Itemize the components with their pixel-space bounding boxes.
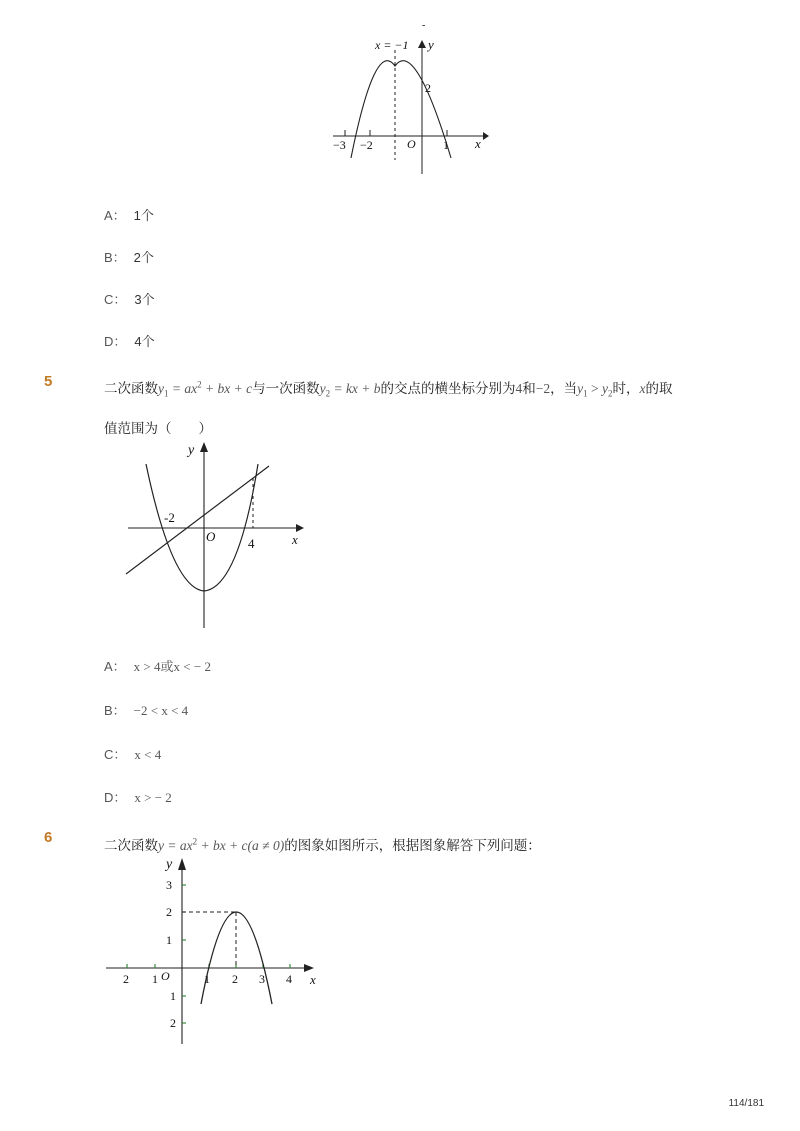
q6-math: + bx + c(a ≠ 0) [197,838,285,853]
q5-option-b[interactable] [104,700,188,719]
q5-option-c[interactable] [104,744,161,763]
tick-label-1: 1 [443,138,449,152]
y-intercept-label: 2 [425,81,431,95]
option-letter: C： [104,747,127,762]
q5-text: 的交点的横坐标分别为 [380,381,516,396]
x-tick-label-neg2: 2 [123,972,129,986]
y-axis-arrow [200,442,208,452]
y-tick-label-neg1: 1 [170,989,176,1003]
q5-math: = ax [168,381,198,396]
stray-mark: - [422,20,426,31]
question-5-text-line2: 值范围为（ ） [104,421,212,436]
q5-math: y [158,381,164,396]
option-letter: A： [104,659,126,674]
q6-text: 的图象如图所示，根据图象解答下列问题： [284,838,541,853]
q5-math: + bx + c [201,381,253,396]
q5-text: ，当 [550,381,578,396]
option-math: −2 < x < 4 [133,703,189,718]
option-letter: C： [104,292,127,307]
question-number-6: 6 [44,829,53,846]
option-math: x < − 2 [173,659,211,674]
y-tick-label-2: 2 [166,905,172,919]
option-text: 3个 [134,292,155,307]
figure-q5-parabola-line [120,438,320,634]
q5-math: −2 [535,381,551,396]
q5-math: 2 [608,388,613,399]
option-letter: A： [104,208,126,223]
x-tick-label-2: 2 [232,972,238,986]
question-6-text [104,834,541,854]
x-axis-label: x [310,972,316,987]
tick-label-minus-2: −2 [360,138,373,152]
q5-math: 2 [325,388,331,399]
q4-option-a[interactable] [104,205,154,224]
question-5-text-line1 [104,377,673,399]
figure-q4-parabola [325,18,495,180]
origin-label: O [407,137,416,151]
origin-label: O [206,529,216,544]
option-math: x > − 2 [134,790,172,805]
q6-text: 二次函数 [104,838,158,853]
x-axis-label: x [475,136,481,151]
q5-math: x [639,381,646,396]
symmetry-axis-label: x = −1 [375,38,409,52]
q6-math: y = ax [158,838,193,853]
q5-math: 4 [515,381,523,396]
x-axis-arrow [296,524,304,532]
y-axis-label: y [166,857,173,872]
option-letter: B： [104,703,126,718]
q4-option-b[interactable] [104,247,154,266]
option-letter: D： [104,790,127,805]
option-letter: D： [104,334,127,349]
y-tick-label-3: 3 [166,878,172,892]
question-number-5: 5 [44,373,53,390]
q5-math: y [577,381,584,396]
x-axis-label: x [292,532,298,547]
q6-math: 2 [192,836,198,847]
q5-text: 时， [612,381,640,396]
q4-option-c[interactable] [104,289,155,308]
option-math: x > 4 [133,659,161,674]
q5-text: 的取 [645,381,673,396]
q5-math: 1 [583,388,588,399]
figure-q6-parabola [100,852,330,1048]
y-tick-label-1: 1 [166,933,172,947]
q5-math: > [587,381,603,396]
option-letter: B： [104,250,126,265]
x-tick-label-3: 3 [259,972,265,986]
q5-math: = kx + b [330,381,381,396]
option-text: 或 [160,659,174,674]
page-number: 114/181 [728,1098,764,1109]
y-tick-marks [182,885,186,1023]
option-text: 4个 [134,334,155,349]
q5-math: y [319,381,326,396]
tick-label-minus-3: −3 [333,138,346,152]
label-minus-2: -2 [164,510,175,525]
straight-line [126,466,269,574]
x-axis-arrow [304,964,314,972]
q5-math: 2 [197,379,202,390]
y-axis-label: y [188,443,195,458]
q5-text: 与一次函数 [252,381,320,396]
y-tick-label-neg2: 2 [170,1016,176,1030]
x-tick-label-neg1: 1 [152,972,158,986]
y-axis-arrow [178,858,186,870]
option-text: 2个 [133,250,154,265]
label-4: 4 [248,536,255,551]
y-axis-label: y [428,37,434,52]
y-axis-arrow [418,40,426,48]
q5-math: y [602,381,609,396]
x-tick-label-4: 4 [286,972,292,986]
q5-option-a[interactable] [104,656,211,675]
q5-math: 1 [164,388,169,399]
x-tick-label-1: 1 [204,972,210,986]
option-text: 1个 [133,208,154,223]
x-axis-arrow [483,132,489,140]
q5-text: 和 [522,381,536,396]
origin-label: O [161,969,170,983]
q4-option-d[interactable] [104,331,155,350]
option-math: x < 4 [134,747,162,762]
q5-text: 二次函数 [104,381,158,396]
q5-option-d[interactable] [104,787,172,806]
